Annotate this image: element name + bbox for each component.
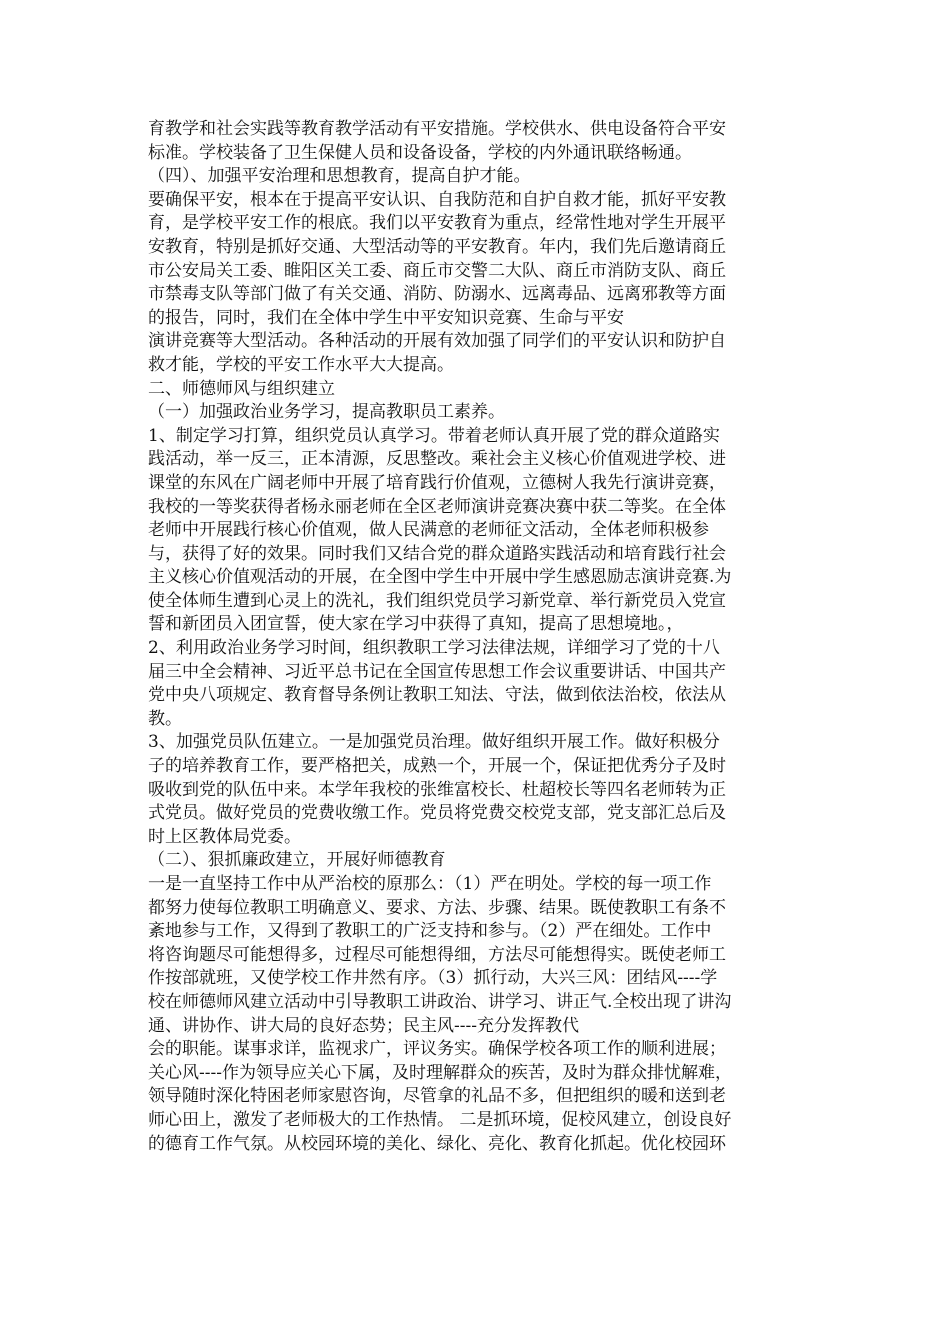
text-line: 教。 (148, 708, 182, 729)
text-line: 使全体师生遭到心灵上的洗礼，我们组织党员学习新党章、举行新党员入党宣 (148, 590, 726, 611)
text-line: 标准。学校装备了卫生保健人员和设备设备，学校的内外通讯联络畅通。 (148, 142, 692, 163)
text-line: 校在师德师风建立活动中引导教职工讲政治、讲学习、讲正气.全校出现了讲沟 (148, 991, 732, 1012)
text-line: 安教育，特别是抓好交通、大型活动等的平安教育。年内，我们先后邀请商丘 (148, 236, 726, 257)
text-line: 践活动，举一反三，正本清源，反思整改。乘社会主义核心价值观进学校、进 (148, 449, 726, 470)
text-line: 吸收到党的队伍中来。本学年我校的张维富校长、杜超校长等四名老师转为正 (148, 779, 726, 800)
text-line: 老师中开展践行核心价值观，做人民满意的老师征文活动，全体老师积极参 (148, 520, 709, 541)
text-line: 届三中全会精神、习近平总书记在全国宣传思想工作会议重要讲话、中国共产 (148, 661, 726, 682)
text-line: 关心风----作为领导应关心下属，及时理解群众的疾苦，及时为群众排忧解难， (148, 1062, 732, 1083)
text-line: 2、利用政治业务学习时间，组织教职工学习法律法规，详细学习了党的十八 (148, 638, 720, 659)
text-line: 党中央八项规定、教育督导条例让教职工知法、守法，做到依法治校，依法从 (148, 685, 726, 706)
text-line: （二）、狠抓廉政建立，开展好师德教育 (148, 850, 446, 871)
text-line: （一）加强政治业务学习，提高教职员工素养。 (148, 402, 505, 423)
text-line: 师心田上，激发了老师极大的工作热情。 二是抓环境，促校风建立，创设良好 (148, 1109, 732, 1130)
text-line: 的报告，同时，我们在全体中学生中平安知识竞赛、生命与平安 (148, 307, 624, 328)
text-line: （四）、加强平安治理和思想教育，提高自护才能。 (148, 166, 531, 187)
text-line: 会的职能。谋事求详，监视求广，评议务实。确保学校各项工作的顺利进展； (148, 1039, 726, 1060)
text-line: 一是一直坚持工作中从严治校的原那么：（1）严在明处。学校的每一项工作 (148, 874, 712, 894)
text-line: 育，是学校平安工作的根底。我们以平安教育为重点，经常性地对学生开展平 (148, 213, 726, 234)
text-line: 与，获得了好的效果。同时我们又结合党的群众道路实践活动和培育践行社会 (148, 543, 726, 564)
text-line: 育教学和社会实践等教育教学活动有平安措施。学校供水、供电设备符合平安 (148, 119, 726, 139)
text-line: 市公安局关工委、睢阳区关工委、商丘市交警二大队、商丘市消防支队、商丘 (148, 260, 726, 281)
text-line: 救才能，学校的平安工作水平大大提高。 (148, 354, 454, 375)
text-line: 主义核心价值观活动的开展，在全图中学生中开展中学生感恩励志演讲竞赛.为 (148, 567, 732, 588)
text-line: 要确保平安，根本在于提高平安认识、自我防范和自护自救才能，抓好平安教 (148, 189, 726, 210)
text-line: 作按部就班，又使学校工作井然有序。（3）抓行动，大兴三风：团结风----学 (148, 968, 718, 989)
text-line: 课堂的东风在广阔老师中开展了培育践行价值观，立德树人我先行演讲竞赛， (148, 472, 726, 493)
text-line: 二、师德师风与组织建立 (148, 378, 335, 399)
text-line: 式党员。做好党员的党费收缴工作。党员将党费交校党支部，党支部汇总后及 (148, 803, 726, 824)
text-line: 将咨询题尽可能想得多，过程尽可能想得细，方法尽可能想得实。既使老师工 (148, 944, 726, 965)
text-line: 子的培养教育工作，要严格把关，成熟一个，开展一个，保证把优秀分子及时 (148, 756, 726, 777)
text-line: 3、加强党员队伍建立。一是加强党员治理。做好组织开展工作。做好积极分 (148, 732, 720, 753)
text-line: 时上区教体局党委。 (148, 826, 301, 847)
document-body (148, 118, 808, 1156)
text-line: 市禁毒支队等部门做了有关交通、消防、防溺水、远离毒品、远离邪教等方面 (148, 284, 726, 305)
text-line: 我校的一等奖获得者杨永丽老师在全区老师演讲竞赛决赛中获二等奖。在全体 (148, 496, 726, 517)
text-line: 演讲竞赛等大型活动。各种活动的开展有效加强了同学们的平安认识和防护自 (148, 331, 726, 352)
text-line: 都努力使每位教职工明确意义、要求、方法、步骤、结果。既使教职工有条不 (148, 897, 726, 918)
text-line: 誓和新团员入团宣誓，使大家在学习中获得了真知，提高了思想境地。， (148, 614, 684, 635)
text-line: 领导随时深化特困老师家慰咨询，尽管拿的礼品不多，但把组织的暖和送到老 (148, 1086, 726, 1107)
text-line: 通、讲协作、讲大局的良好态势；民主风----充分发挥教代 (148, 1015, 579, 1036)
text-line: 1、制定学习打算，组织党员认真学习。带着老师认真开展了党的群众道路实 (148, 425, 720, 446)
text-line: 的德育工作气氛。从校园环境的美化、绿化、亮化、教育化抓起。优化校园环 (148, 1133, 726, 1154)
text-line: 紊地参与工作，又得到了教职工的广泛支持和参与。（2）严在细处。工作中 (148, 921, 712, 942)
